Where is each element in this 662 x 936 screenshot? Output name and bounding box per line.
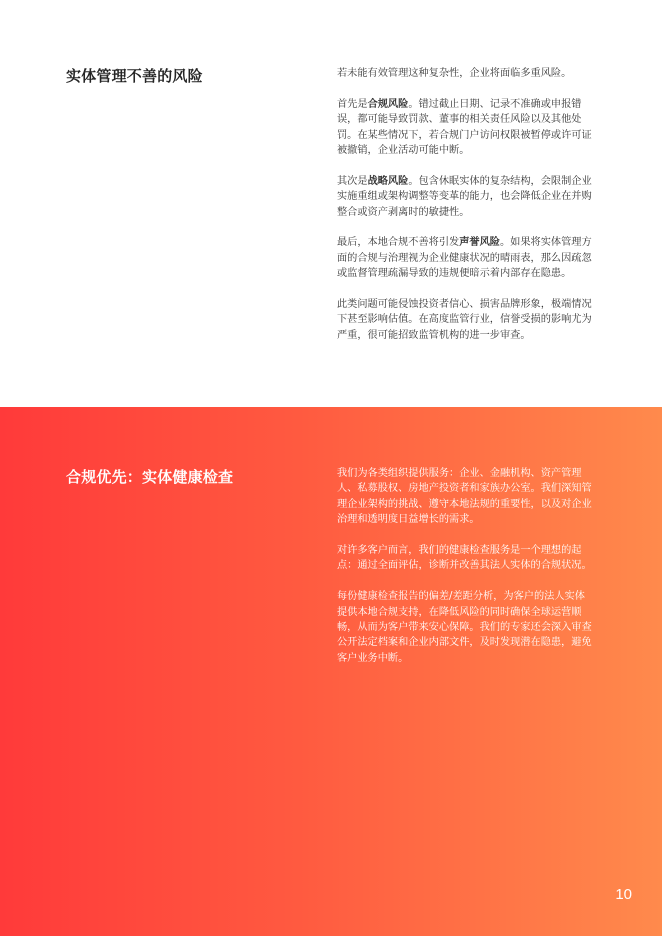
health-check-body [337, 466, 595, 682]
text-span: 其次是 [337, 175, 368, 187]
health-paragraph-starting-point: 对许多客户而言，我们的健康检查服务是一个理想的起点：通过全面评估，诊断并改善其法人实体的合规状况。 [337, 545, 592, 572]
risk-paragraph-reputation [337, 235, 595, 281]
text-span: 。如果将实体管理方面的合规与治理视为企业健康状况的晴雨表，那么因疏忽或监督管理疏漏导致的违规便暗示着内部存在隐患。 [337, 237, 592, 280]
health-check-title: 合规优先：实体健康检查 [66, 468, 234, 486]
risk-paragraph-strategic [337, 174, 595, 220]
health-check-section [0, 407, 662, 936]
risk-paragraph-intro: 若未能有效管理这种复杂性，企业将面临多重风险。 [337, 68, 572, 79]
page-number: 10 [615, 886, 632, 903]
text-span: 最后，本地合规不善将引发 [337, 237, 460, 249]
risk-section-title: 实体管理不善的风险 [66, 67, 203, 85]
health-paragraph-services: 我们为各类组织提供服务：企业、金融机构、资产管理人、私募股权、房地产投资者和家族办公室。我们深知管理企业架构的挑战、遵守本地法规的重要性，以及对企业治理和透明度日益增长的需求。 [337, 468, 592, 526]
reputation-risk-term: 声誉风险 [459, 237, 500, 249]
text-span: 。错过截止日期、记录不准确或申报错误，都可能导致罚款、董事的相关责任风险以及其他处罚。在某些情况下，若合规门户访问权限被暂停或许可证被撤销，企业活动可能中断。 [337, 98, 592, 157]
compliance-risk-term: 合规风险 [367, 98, 409, 110]
text-span: 首先是 [337, 98, 368, 110]
health-paragraph-report: 每份健康检查报告的偏差/差距分析，为客户的法人实体提供本地合规支持，在降低风险的同时确保全球运营顺畅，从而为客户带来安心保障。我们的专家还会深入审查公开法定档案和企业内部文件，及时发现潜在隐患，避免客户业务中断。 [337, 591, 592, 664]
strategic-risk-term: 战略风险 [367, 175, 409, 187]
risk-section-body [337, 66, 595, 359]
text-span: 。包含休眠实体的复杂结构，会限制企业实施重组或架构调整等变革的能力，也会降低企业在并购整合或资产剥离时的敏捷性。 [337, 175, 592, 218]
risk-paragraph-compliance [337, 97, 595, 159]
risk-section [0, 0, 662, 407]
risk-paragraph-impact: 此类问题可能侵蚀投资者信心、损害品牌形象，极端情况下甚至影响估值。在高度监管行业，信誉受损的影响尤为严重，很可能招致监管机构的进一步审查。 [337, 299, 592, 341]
